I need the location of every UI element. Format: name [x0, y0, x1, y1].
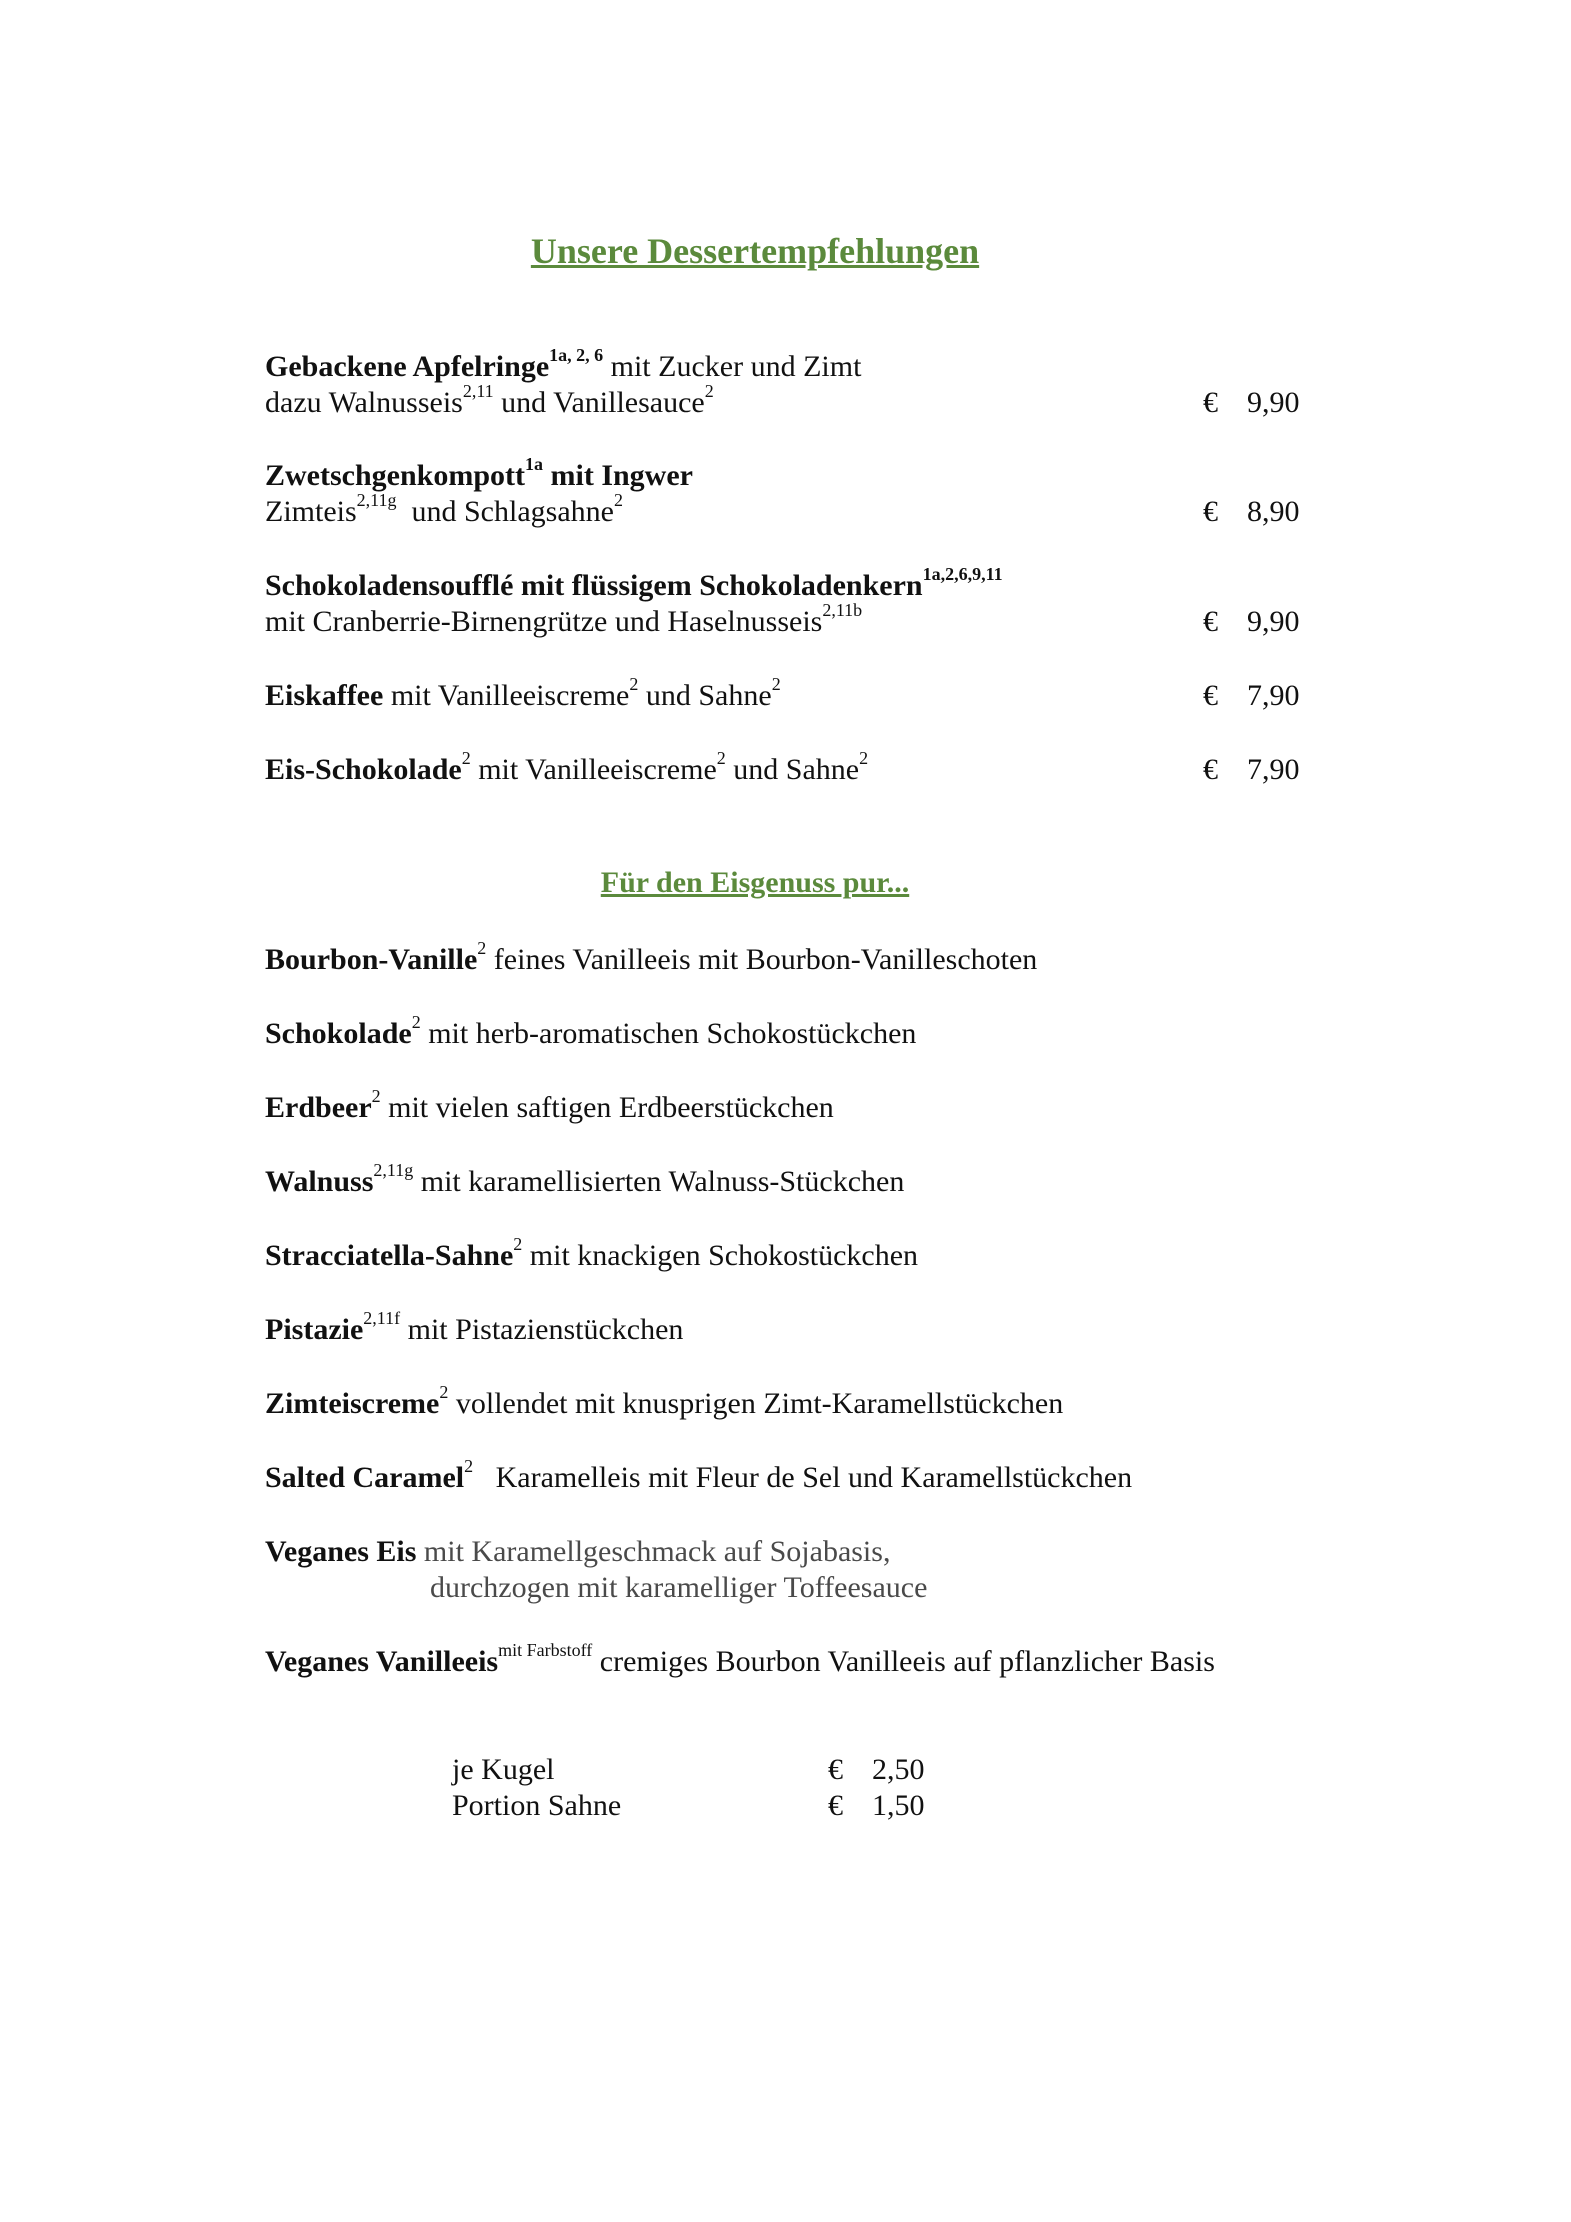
allergen-note: 2 — [613, 490, 623, 510]
allergen-note: 2,11g — [373, 1160, 414, 1180]
allergen-note: 2 — [859, 748, 869, 768]
allergen-note: 2 — [771, 674, 781, 694]
ice-name: Veganes Vanilleeis — [265, 1645, 499, 1678]
ice-name: Veganes Eis — [265, 1535, 417, 1568]
currency-symbol: € — [828, 1789, 843, 1822]
dessert-description: mit Zucker und Zimt — [603, 350, 862, 383]
dessert-name: Zwetschgenkompott — [265, 459, 525, 492]
allergen-note: 2 — [439, 1382, 449, 1402]
ice-description: feines Vanilleeis mit Bourbon-Vanilleschoten — [486, 943, 1038, 976]
ice-name: Pistazie — [265, 1313, 364, 1346]
allergen-note: 2 — [629, 674, 639, 694]
page-title: Unsere Dessertempfehlungen — [530, 231, 980, 271]
ice-name: Erdbeer — [265, 1091, 372, 1124]
ice-description: Karamelleis mit Fleur de Sel und Karamellstückchen — [473, 1461, 1133, 1494]
currency-symbol: € — [1203, 495, 1218, 528]
allergen-note: 1a, 2, 6 — [549, 345, 604, 365]
currency-symbol: € — [1203, 605, 1218, 638]
allergen-note: 1a,2,6,9,11 — [922, 564, 1003, 584]
dessert-description: und Sahne — [638, 679, 772, 712]
dessert-price — [1203, 678, 1300, 714]
ice-item — [265, 938, 1038, 978]
dessert-line — [265, 381, 714, 421]
ice-description: mit Pistazienstückchen — [400, 1313, 684, 1346]
ice-description-continued: durchzogen mit karamelliger Toffeesauce — [430, 1571, 928, 1604]
dessert-line — [265, 454, 693, 494]
dessert-description: mit Cranberrie-Birnengrütze und Haselnusseis — [265, 605, 823, 638]
dessert-line — [265, 674, 781, 714]
currency-symbol: € — [1203, 753, 1218, 786]
ice-item — [265, 1012, 917, 1052]
dessert-line — [265, 345, 862, 385]
dessert-name: Schokoladensoufflé mit flüssigem Schokoladenkern — [265, 569, 923, 602]
dessert-description: mit Ingwer — [543, 459, 693, 492]
ice-item — [265, 1456, 1133, 1496]
price-value: 7,90 — [1247, 753, 1300, 786]
ice-name: Stracciatella-Sahne — [265, 1239, 514, 1272]
ice-item — [265, 1308, 684, 1348]
allergen-note: 2,11f — [363, 1308, 401, 1328]
dessert-line — [265, 490, 623, 530]
dessert-description: dazu Walnusseis — [265, 386, 463, 419]
dessert-description: mit Vanilleeiscreme — [383, 679, 630, 712]
ice-description: mit herb-aromatischen Schokostückchen — [420, 1017, 917, 1050]
dessert-price — [1203, 494, 1300, 530]
dessert-description: und Vanillesauce — [493, 386, 705, 419]
allergen-note: 2 — [464, 1456, 474, 1476]
allergen-note: 2,11 — [462, 381, 494, 401]
allergen-note: 1a — [525, 454, 543, 474]
extra-price — [828, 1788, 925, 1824]
dessert-name: Eis-Schokolade — [265, 753, 462, 786]
ice-description: mit knackigen Schokostückchen — [522, 1239, 919, 1272]
allergen-note: 2 — [704, 381, 714, 401]
extra-label: Portion Sahne — [452, 1789, 622, 1822]
price-value: 7,90 — [1247, 679, 1300, 712]
allergen-note: 2 — [411, 1012, 421, 1032]
dessert-description: und Sahne — [725, 753, 860, 786]
dessert-description: mit Vanilleeiscreme — [470, 753, 717, 786]
allergen-note: mit Farbstoff — [498, 1640, 593, 1660]
currency-symbol: € — [1203, 679, 1218, 712]
price-value: 8,90 — [1247, 495, 1300, 528]
dessert-price — [1203, 752, 1300, 788]
ice-item — [265, 1382, 1064, 1422]
ice-name: Bourbon-Vanille — [265, 943, 478, 976]
ice-item — [265, 1534, 890, 1570]
ice-item — [265, 1640, 1215, 1680]
dessert-line — [265, 600, 863, 640]
extra-label: je Kugel — [452, 1753, 555, 1786]
price-value: 2,50 — [872, 1753, 925, 1786]
ice-description: vollendet mit knusprigen Zimt-Karamellstückchen — [448, 1387, 1064, 1420]
allergen-note: 2 — [716, 748, 726, 768]
dessert-description: und Schlagsahne — [396, 495, 614, 528]
ice-item — [265, 1086, 834, 1126]
currency-symbol: € — [828, 1753, 843, 1786]
currency-symbol: € — [1203, 386, 1218, 419]
ice-item — [265, 1234, 919, 1274]
allergen-note: 2 — [371, 1086, 381, 1106]
ice-name: Zimteiscreme — [265, 1387, 440, 1420]
ice-name: Salted Caramel — [265, 1461, 465, 1494]
price-value: 1,50 — [872, 1789, 925, 1822]
ice-item — [265, 1160, 905, 1200]
ice-name: Walnuss — [265, 1165, 374, 1198]
ice-description: mit vielen saftigen Erdbeerstückchen — [380, 1091, 834, 1124]
ice-name: Schokolade — [265, 1017, 412, 1050]
extra-price — [828, 1752, 925, 1788]
allergen-note: 2,11b — [822, 600, 863, 620]
allergen-note: 2 — [477, 938, 487, 958]
price-value: 9,90 — [1247, 605, 1300, 638]
ice-description: mit karamellisierten Walnuss-Stückchen — [413, 1165, 905, 1198]
allergen-note: 2 — [461, 748, 471, 768]
ice-description: cremiges Bourbon Vanilleeis auf pflanzlicher Basis — [592, 1645, 1215, 1678]
dessert-price — [1203, 604, 1300, 640]
dessert-price — [1203, 385, 1300, 421]
dessert-name: Gebackene Apfelringe — [265, 350, 550, 383]
section-subtitle: Für den Eisgenuss pur... — [600, 866, 910, 899]
allergen-note: 2 — [513, 1234, 523, 1254]
dessert-description: Zimteis — [265, 495, 357, 528]
ice-description: mit Karamellgeschmack auf Sojabasis, — [416, 1535, 891, 1568]
dessert-name: Eiskaffee — [265, 679, 384, 712]
dessert-line — [265, 748, 869, 788]
allergen-note: 2,11g — [356, 490, 397, 510]
price-value: 9,90 — [1247, 386, 1300, 419]
dessert-line — [265, 564, 1003, 604]
